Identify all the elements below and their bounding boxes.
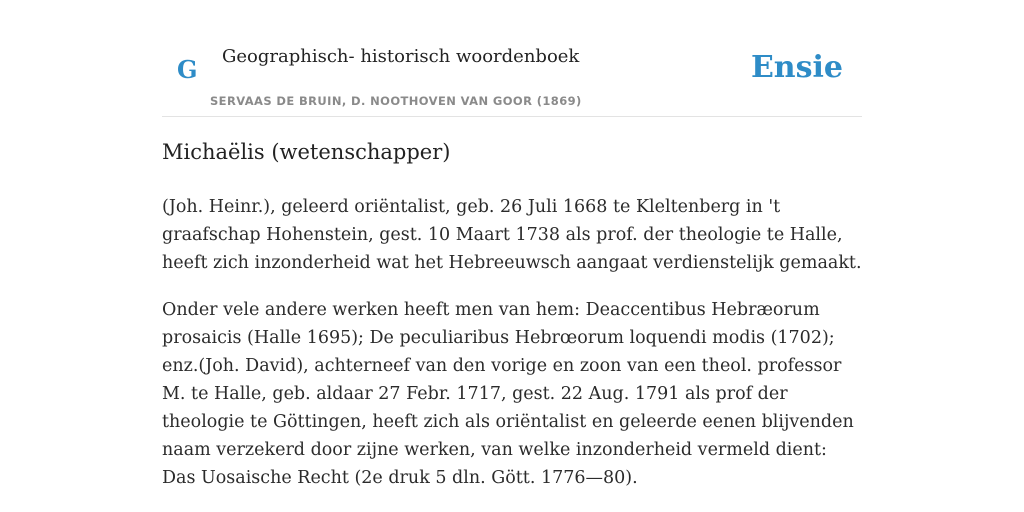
book-title[interactable]: Geographisch- historisch woordenboek: [222, 46, 580, 67]
entry-title: Michaëlis (wetenschapper): [162, 140, 451, 164]
book-author: SERVAAS DE BRUIN, D. NOOTHOVEN VAN GOOR (1869): [210, 94, 582, 108]
page: [162, 0, 862, 488]
entry-body: [162, 193, 862, 511]
page-header: [162, 0, 862, 117]
entry-paragraph-2: Onder vele andere werken heeft men van hem: Deaccentibus Hebræorum prosaicis (Halle 1695); De peculiaribus Hebrœorum loquendi modis (1702); enz.(Joh. David), achterneef van den vorige en zoon van een theol. professor M. te Halle, geb. aldaar 27 Febr. 1717, gest. 22 Aug. 1791 als prof der theologie te Göttingen, heeft zich als oriëntalist en geleerde eenen blijvenden naam verzekerd door zijne werken, van welke inzonderheid vermeld dient: Das Uosaische Recht (2e druk 5 dln. Gött. 1776—80).: [162, 300, 854, 488]
ensie-logo-link[interactable]: Ensie: [750, 50, 843, 85]
entry-paragraph-1: (Joh. Heinr.), geleerd oriëntalist, geb. 26 Juli 1668 te Kleltenberg in 't graafschap Hohenstein, gest. 10 Maart 1738 als prof. der theologie te Halle, heeft zich inzonderheid wat het Hebreeuwsch aangaat verdienstelijk gemaakt.: [162, 197, 862, 273]
book-logo-letter: G: [177, 55, 198, 84]
